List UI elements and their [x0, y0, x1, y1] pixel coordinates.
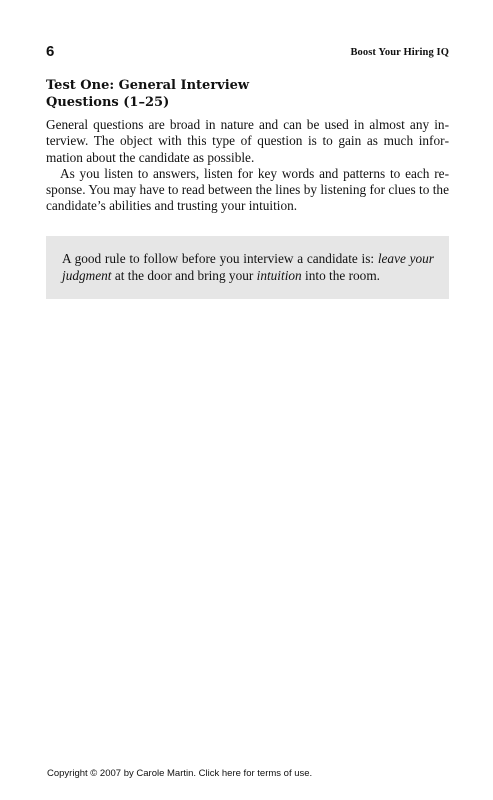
body-paragraph: As you listen to answers, listen for key words and patterns to each response. You may have to read between the lines by listening for clues to the candidate’s abilities and trusting your intuition.	[46, 165, 449, 214]
body-text	[46, 117, 449, 215]
section-heading: Test One: General Interview Questions (1–25)	[46, 78, 250, 110]
running-head-title: Boost Your Hiring IQ	[350, 47, 449, 58]
body-paragraph: General questions are broad in nature and can be used in almost any interview. The object with this type of question is to gain as much information about the candidate as possible.	[46, 117, 449, 165]
callout-emphasis: leave your judgment	[62, 251, 434, 283]
callout-text: A good rule to follow before you interview a candidate is:	[62, 251, 378, 266]
callout-text: into the room.	[301, 268, 380, 283]
callout-box	[46, 236, 449, 299]
copyright-link[interactable]: Copyright © 2007 by Carole Martin. Click here for terms of use.	[47, 768, 313, 779]
page-number: 6	[46, 43, 55, 60]
callout-emphasis: intuition	[256, 268, 302, 283]
callout-text: at the door and bring your	[111, 268, 257, 283]
